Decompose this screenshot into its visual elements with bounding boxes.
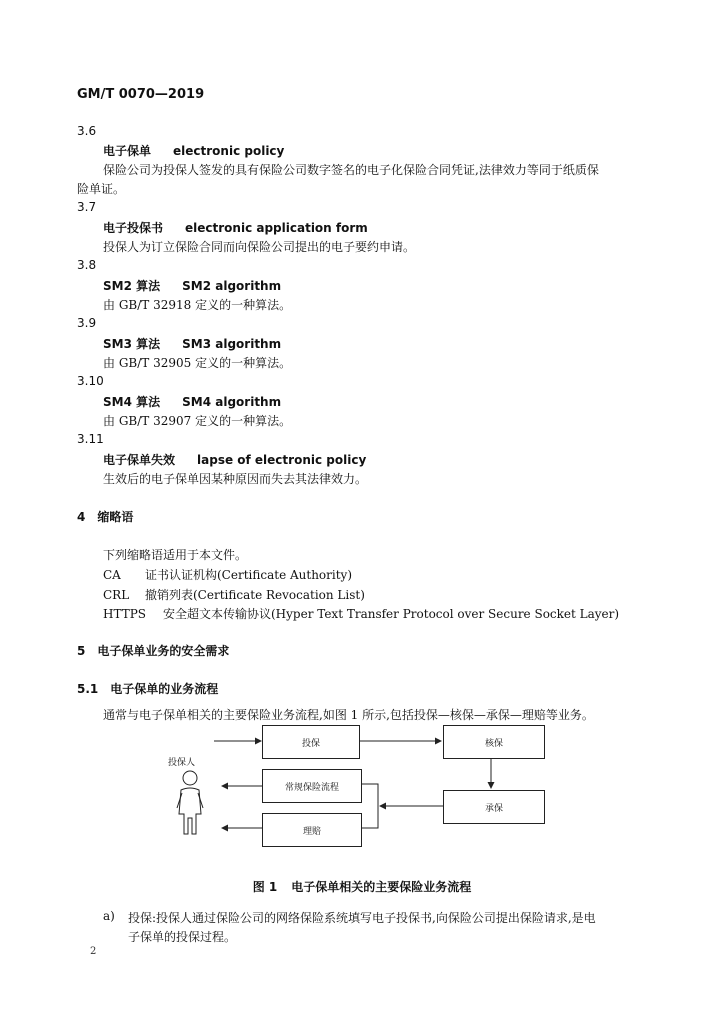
term-zh: SM2 算法 <box>103 279 161 293</box>
paragraph: 通常与电子保单相关的主要保险业务流程,如图 1 所示,包括投保—核保—承保—理赔等业务。 <box>103 708 594 722</box>
list-item-text-cont: 子保单的投保过程。 <box>128 930 237 944</box>
underwrite-label: 核保 <box>484 738 503 749</box>
apply-box <box>262 725 360 759</box>
abbreviation-desc: 安全超文本传输协议(Hyper Text Transfer Protocol over Secure Socket Layer) <box>163 607 620 621</box>
abbreviation-desc: 撤销列表(Certificate Revocation List) <box>145 588 365 602</box>
term-number: 3.7 <box>77 200 97 214</box>
bracket <box>362 784 378 828</box>
term-definition: 由 GB/T 32918 定义的一种算法。 <box>103 298 292 312</box>
term-definition: 生效后的电子保单因某种原因而失去其法律效力。 <box>103 472 368 486</box>
term-definition: 由 GB/T 32907 定义的一种算法。 <box>103 414 292 428</box>
term-en: SM4 algorithm <box>182 395 282 409</box>
abbreviation-key: CA <box>103 568 121 582</box>
term-zh: 电子保单 <box>103 144 152 158</box>
term-en: SM3 algorithm <box>182 337 282 351</box>
apply-label: 投保 <box>301 738 320 749</box>
term-definition: 由 GB/T 32905 定义的一种算法。 <box>103 356 292 370</box>
section-intro: 下列缩略语适用于本文件。 <box>103 548 248 562</box>
issue-label: 承保 <box>484 803 503 814</box>
list-item-text: 投保:投保人通过保险公司的网络保险系统填写电子投保书,向保险公司提出保险请求,是电 <box>128 911 596 925</box>
term-definition-cont: 险单证。 <box>77 182 126 196</box>
abbreviation-key: HTTPS <box>103 607 146 621</box>
figure-caption <box>0 878 724 895</box>
term-number: 3.11 <box>77 432 104 446</box>
subsection-heading: 5.1 电子保单的业务流程 <box>77 682 219 696</box>
regular-process-box <box>262 769 362 803</box>
term-number: 3.8 <box>77 258 97 272</box>
page-number: 2 <box>90 946 97 957</box>
term-definition: 投保人为订立保险合同而向保险公司提出的电子要约申请。 <box>103 240 416 254</box>
term-number: 3.9 <box>77 316 97 330</box>
term-zh: 电子投保书 <box>103 221 164 235</box>
issue-box <box>443 790 545 824</box>
term-en: SM2 algorithm <box>182 279 282 293</box>
term-en: electronic policy <box>173 144 285 158</box>
figure-number: 图 1 <box>252 880 278 894</box>
term-en: electronic application form <box>185 221 368 235</box>
person-icon <box>177 771 203 834</box>
term-number: 3.10 <box>77 374 104 388</box>
claim-box <box>262 813 362 847</box>
abbreviation-key: CRL <box>103 588 130 602</box>
figure-title: 电子保单相关的主要保险业务流程 <box>291 880 472 894</box>
term-number: 3.6 <box>77 124 97 138</box>
document-code: GM/T 0070—2019 <box>77 87 205 102</box>
term-zh: SM3 算法 <box>103 337 161 351</box>
term-definition: 保险公司为投保人签发的具有保险公司数字签名的电子化保险合同凭证,法律效力等同于纸质保 <box>103 163 599 177</box>
list-item-label: a) <box>103 909 115 923</box>
term-en: lapse of electronic policy <box>197 453 367 467</box>
regular-process-label: 常规保险流程 <box>284 782 339 793</box>
term-zh: 电子保单失效 <box>103 453 176 467</box>
underwrite-box <box>443 725 545 759</box>
claim-label: 理赔 <box>302 826 321 837</box>
section-heading: 4 缩略语 <box>77 510 134 524</box>
actor-label: 投保人 <box>168 758 196 768</box>
term-zh: SM4 算法 <box>103 395 161 409</box>
section-heading: 5 电子保单业务的安全需求 <box>77 644 230 658</box>
abbreviation-desc: 证书认证机构(Certificate Authority) <box>145 568 353 582</box>
